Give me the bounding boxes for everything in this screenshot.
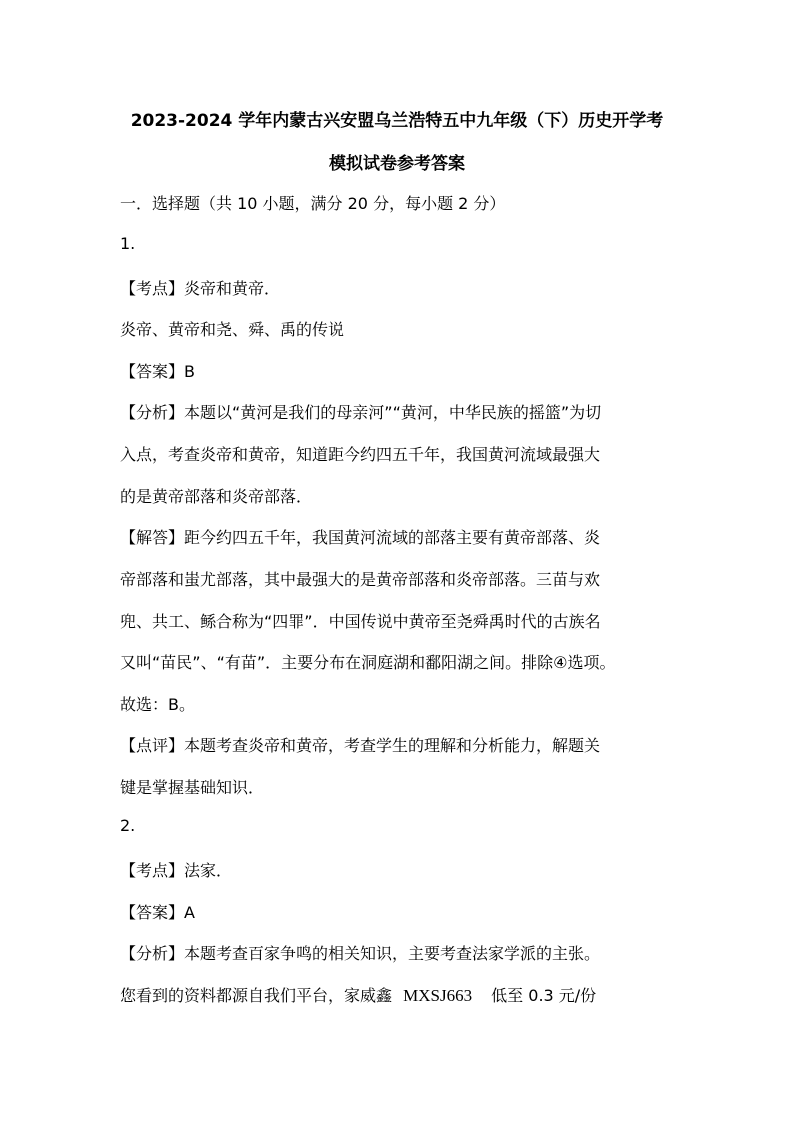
section-heading: 一．选择题（共 10 小题，满分 20 分，每小题 2 分） <box>120 194 506 213</box>
analysis-line: 的是黄帝部落和炎帝部落． <box>120 487 313 506</box>
solution-line: 帝部落和蚩尤部落，其中最强大的是黄帝部落和炎帝部落。三苗与欢 <box>120 570 601 589</box>
topic-line: 炎帝、黄帝和尧、舜、禹的传说 <box>120 320 345 339</box>
answer-line: 【答案】A <box>120 903 195 922</box>
page-title-line-1: 2023-2024 学年内蒙古兴安盟乌兰浩特五中九年级（下）历史开学考 <box>130 111 664 131</box>
comment-line: 键是掌握基础知识． <box>120 778 265 797</box>
solution-line: 故选：B。 <box>120 695 195 714</box>
promo-code: MXSJ663 <box>403 986 473 1005</box>
promo-footer <box>120 983 596 1006</box>
promo-price: 低至 0.3 元/份 <box>491 986 597 1005</box>
solution-line: 【解答】距今约四五千年，我国黄河流域的部落主要有黄帝部落、炎 <box>120 528 601 547</box>
knowledge-point: 【考点】法家． <box>120 861 233 880</box>
knowledge-point: 【考点】炎帝和黄帝． <box>120 279 281 298</box>
analysis-line: 【分析】本题考查百家争鸣的相关知识，主要考查法家学派的主张。 <box>120 944 601 963</box>
solution-line: 兜、共工、鲧合称为“四罪”．中国传说中黄帝至尧舜禹时代的古族名 <box>120 612 601 631</box>
answer-line: 【答案】B <box>120 362 195 381</box>
question-number: 1. <box>120 234 136 253</box>
promo-text: 您看到的资料都源自我们平台，家威鑫 <box>120 986 393 1005</box>
comment-line: 【点评】本题考查炎帝和黄帝，考查学生的理解和分析能力，解题关 <box>120 736 601 755</box>
page-title-line-2: 模拟试卷参考答案 <box>329 154 465 174</box>
question-number: 2. <box>120 816 136 835</box>
analysis-line: 入点，考查炎帝和黄帝，知道距今约四五千年，我国黄河流域最强大 <box>120 445 601 464</box>
solution-line: 又叫“苗民”、“有苗”．主要分布在洞庭湖和鄱阳湖之间。排除④选项。 <box>120 653 616 672</box>
analysis-line: 【分析】本题以“黄河是我们的母亲河”“黄河，中华民族的摇篮”为切 <box>120 403 602 422</box>
